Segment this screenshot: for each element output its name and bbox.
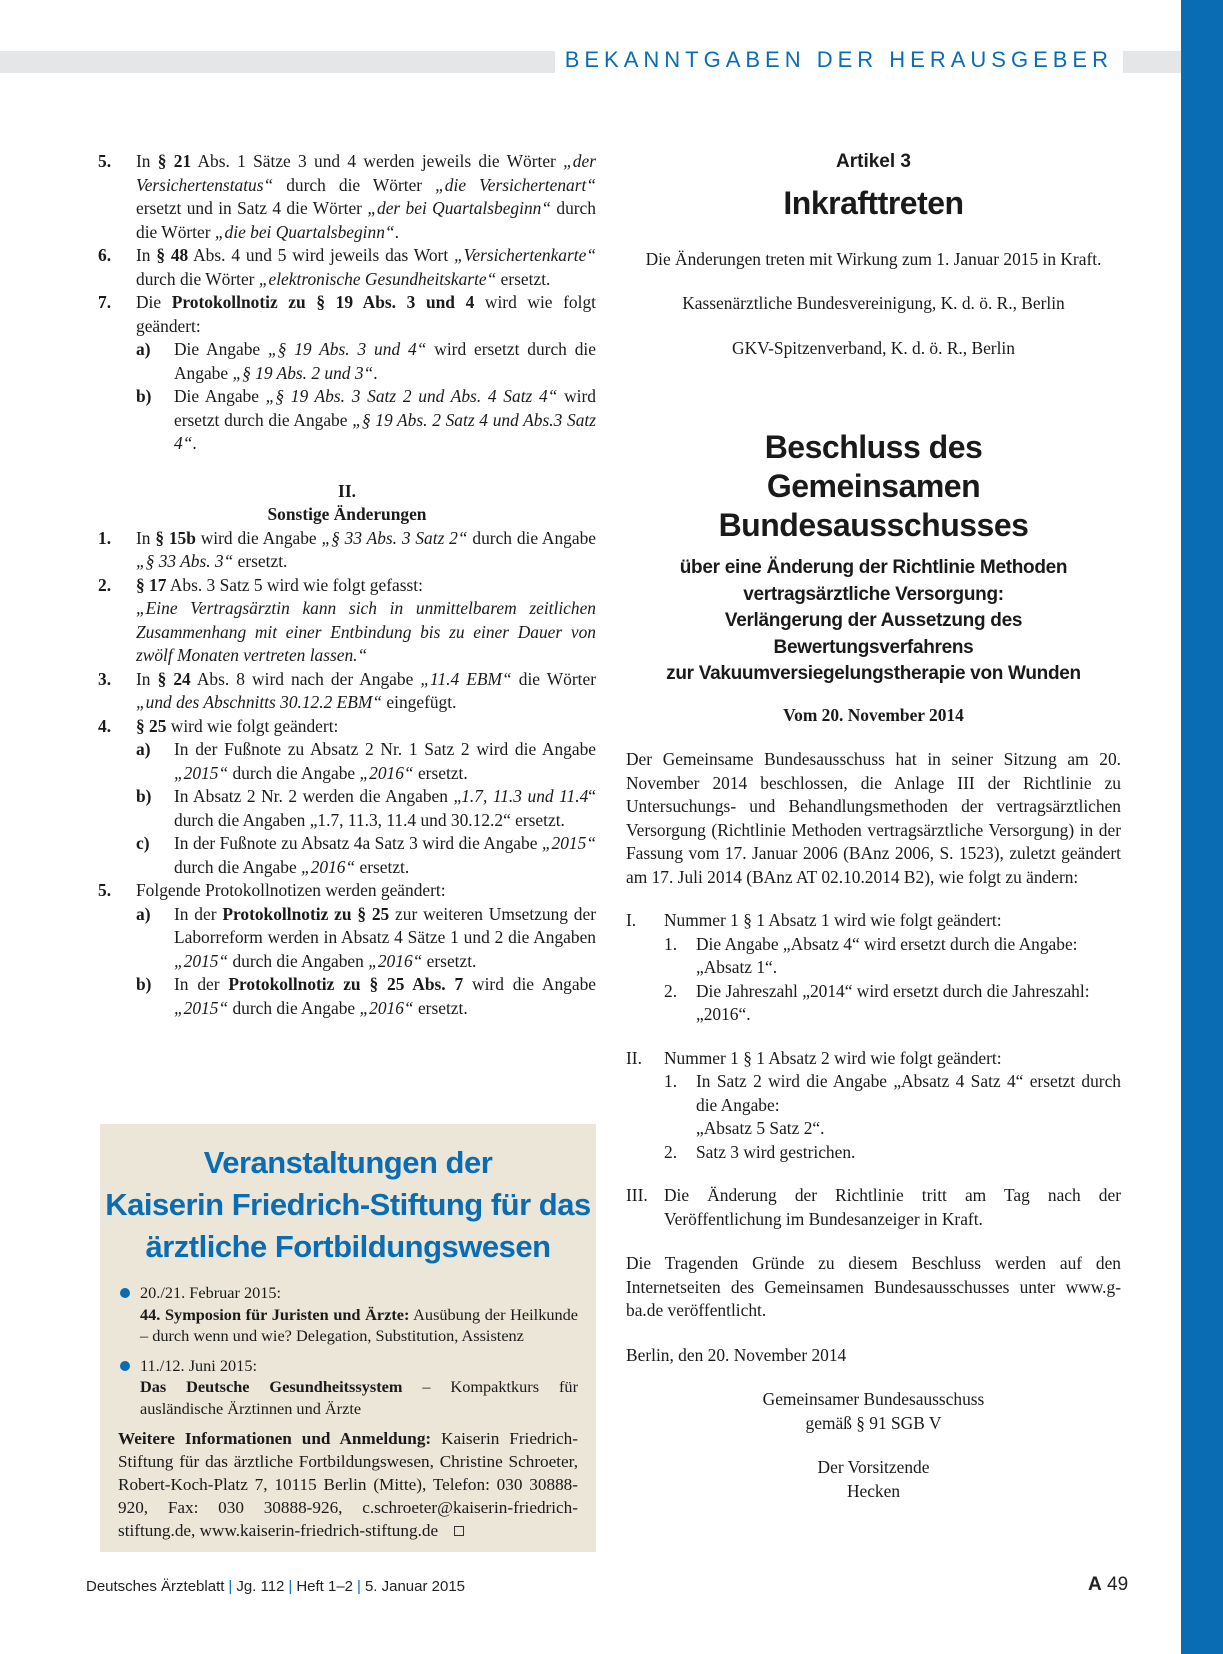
resolution-sub-label: 1.: [664, 1071, 678, 1091]
resolution-item-body: [664, 1047, 1121, 1165]
footer-issue: Heft 1–2: [296, 1578, 354, 1595]
item-paragraph: In § 21 Abs. 1 Sätze 3 und 4 werden jeweils die Wörter „der Versichertenstatus“ durch die Wörter „die Versichertenart“ ersetzt und in Satz 4 die Wörter „der bei Quartalsbeginn“ durch die Wörter „die bei Quartalsbeginn“.: [136, 151, 596, 242]
list-item: [98, 527, 596, 574]
section-number: II.: [338, 480, 356, 501]
item-number: 3.: [98, 668, 112, 689]
sub-item: [136, 832, 596, 879]
resolution-item-text: Nummer 1 § 1 Absatz 2 wird wie folgt geändert:: [664, 1047, 1002, 1068]
item-text: [136, 879, 596, 1020]
item-text: [136, 574, 596, 668]
resolution-item-text: Nummer 1 § 1 Absatz 1 wird wie folgt geändert:: [664, 910, 1002, 930]
item-paragraph: In § 15b wird die Angabe „§ 33 Abs. 3 Satz 2“ durch die Angabe „§ 33 Abs. 3“ ersetzt.: [136, 527, 597, 571]
resolution-title-line: Gemeinsamen Bundesausschusses: [718, 468, 1029, 543]
resolution-item: [626, 1047, 1121, 1165]
amendment-list-2: [98, 527, 596, 1021]
resolution-item-number: III.: [626, 1185, 648, 1205]
resolution-title-line: Beschluss des: [764, 429, 983, 465]
events-box-title: [100, 1142, 596, 1268]
event-item: [118, 1282, 578, 1347]
signature-org: [626, 1388, 1121, 1435]
bullet-icon: [120, 1288, 130, 1298]
sub-item-label: b): [136, 386, 152, 406]
item-text: [136, 150, 596, 244]
item-number: 4.: [98, 715, 112, 736]
item-paragraph: In § 48 Abs. 4 und 5 wird jeweils das Wort „Versichertenkarte“ durch die Wörter „elektronische Gesundheitskarte“ ersetzt.: [136, 245, 596, 289]
left-column: [98, 150, 596, 1020]
sub-item-text: In der Fußnote zu Absatz 2 Nr. 1 Satz 2 wird die Angabe „2015“ durch die Angabe „2016“ ersetzt.: [174, 739, 596, 783]
amendment-list-1: [98, 150, 596, 456]
section-heading: [98, 480, 596, 527]
list-item: [98, 879, 596, 1020]
page-prefix: A: [1088, 1574, 1102, 1595]
list-item: [98, 291, 596, 456]
list-item: [98, 668, 596, 715]
item-text: [136, 527, 596, 574]
footer-journal: Deutsches Ärzteblatt: [86, 1578, 225, 1595]
resolution-date: Vom 20. November 2014: [783, 704, 964, 725]
sub-item-label: a): [136, 339, 151, 359]
signature-role: Der Vorsitzende: [817, 1457, 930, 1477]
resolution-item-body: [664, 1184, 1121, 1231]
resolution-sub-text: In Satz 2 wird die Angabe „Absatz 4 Satz 4“ ersetzt durch die Angabe: „Absatz 5 Satz 2“.: [696, 1071, 1121, 1138]
item-paragraph: Die Protokollnotiz zu § 19 Abs. 3 und 4 wird wie folgt geändert:: [136, 292, 596, 336]
item-paragraph: § 17 Abs. 3 Satz 5 wird wie folgt gefasst: „Eine Vertragsärztin kann sich in unmittelbarem zeitlichen Zusammenhang mit einer Entbindung bis zu einer Dauer von zwölf Monaten vertreten lassen.“: [136, 574, 596, 665]
list-item: [98, 715, 596, 880]
item-paragraph: § 25 wird wie folgt geändert:: [136, 715, 339, 736]
side-color-bar: [1181, 0, 1223, 1654]
events-title-line: Veranstaltungen der: [203, 1145, 493, 1180]
end-square-icon: [454, 1526, 464, 1536]
events-title-line: ärztliche Fortbildungswesen: [145, 1229, 551, 1264]
right-column: [626, 150, 1121, 1503]
item-number: 5.: [98, 880, 112, 900]
signatory-kbv: Kassenärztliche Bundesvereinigung, K. d. ö. R., Berlin: [682, 293, 1065, 313]
item-text: [136, 291, 596, 456]
page-footer: Deutsches Ärzteblatt | Jg. 112 | Heft 1–2 | 5. Januar 2015: [86, 1578, 466, 1595]
resolution-subtitle-line: zur Vakuumversiegelungstherapie von Wunden: [666, 663, 1081, 684]
reasons-text: Die Tragenden Gründe zu diesem Beschluss werden auf den Internetseiten des Gemeinsamen Bundesausschusses unter www.g-ba.de veröffentlicht.: [626, 1253, 1121, 1320]
events-box: [100, 1124, 596, 1552]
events-box-body: [100, 1282, 596, 1542]
sub-item-text: In der Protokollnotiz zu § 25 Abs. 7 wird die Angabe „2015“ durch die Angabe „2016“ ersetzt.: [174, 974, 596, 1018]
resolution-subtitle-line: vertragsärztliche Versorgung:: [743, 583, 1004, 605]
place-date: Berlin, den 20. November 2014: [626, 1344, 847, 1365]
event-text: 20./21. Februar 2015: 44. Symposion für Juristen und Ärzte: Ausübung der Heilkunde – durch wenn und wie? Delegation, Substitution, Assistenz: [140, 1283, 578, 1345]
item-text: [136, 715, 596, 880]
event-text: 11./12. Juni 2015: Das Deutsche Gesundheitssystem – Kompaktkurs für ausländische Ärztinnen und Ärzte: [140, 1355, 578, 1418]
resolution-subtitle-line: Verlängerung der Aussetzung des Bewertungsverfahrens: [724, 610, 1023, 658]
resolution-sub-item: [664, 980, 1121, 1027]
footer-date: 5. Januar 2015: [364, 1578, 466, 1595]
signatory-gkv: GKV-Spitzenverband, K. d. ö. R., Berlin: [732, 337, 1015, 358]
sub-item-label: b): [136, 786, 152, 806]
item-paragraph: Folgende Protokollnotizen werden geändert:: [136, 880, 446, 900]
signature-org-legal: gemäß § 91 SGB V: [805, 1412, 942, 1433]
footer-volume: Jg. 112: [236, 1578, 285, 1595]
section-header-title: BEKANNTGABEN DER HERAUSGEBER: [555, 44, 1123, 76]
event-item: [118, 1355, 578, 1420]
sub-item: [136, 385, 596, 456]
item-text: [136, 668, 596, 715]
sub-item-text: In der Fußnote zu Absatz 4a Satz 3 wird die Angabe „2015“ durch die Angabe „2016“ ersetzt.: [174, 833, 596, 877]
resolution-sub-item: [664, 1141, 1121, 1165]
page-number-value: 49: [1107, 1574, 1129, 1595]
list-item: [98, 574, 596, 668]
inkraft-text: Die Änderungen treten mit Wirkung zum 1. Januar 2015 in Kraft.: [645, 248, 1102, 269]
resolution-items: [626, 909, 1121, 1231]
resolution-sub-text: Die Jahreszahl „2014“ wird ersetzt durch die Jahreszahl: „2016“.: [696, 980, 1090, 1024]
signature-org-name: Gemeinsamer Bundesausschuss: [762, 1389, 985, 1409]
resolution-item: [626, 909, 1121, 1027]
sub-item-text: Die Angabe „§ 19 Abs. 3 Satz 2 und Abs. 4 Satz 4“ wird ersetzt durch die Angabe „§ 19 Abs. 2 Satz 4 und Abs.3 Satz 4“.: [174, 386, 597, 453]
resolution-item-body: [664, 909, 1121, 1027]
resolution-sub-text: Satz 3 wird gestrichen.: [696, 1141, 856, 1162]
resolution-subtitle-line: über eine Änderung der Richtlinie Methoden: [679, 557, 1068, 578]
item-number: 1.: [98, 527, 112, 548]
section-title: Sonstige Änderungen: [267, 504, 427, 524]
signature-person: [626, 1456, 1121, 1503]
sub-item-label: c): [136, 833, 150, 853]
sub-item-label: a): [136, 739, 151, 759]
resolution-title: [626, 428, 1121, 545]
item-number: 7.: [98, 292, 112, 312]
list-item: [98, 150, 596, 244]
sub-item-text: Die Angabe „§ 19 Abs. 3 und 4“ wird ersetzt durch die Angabe „§ 19 Abs. 2 und 3“.: [174, 339, 596, 383]
event-list: [118, 1282, 578, 1419]
item-text: [136, 244, 596, 291]
resolution-sub-label: 2.: [664, 980, 678, 1001]
bullet-icon: [120, 1361, 130, 1371]
signature-name: Hecken: [846, 1480, 901, 1501]
resolution-sub-item: [664, 933, 1121, 980]
resolution-intro: Der Gemeinsame Bundesausschuss hat in seiner Sitzung am 20. November 2014 beschlossen, die Anlage III der Richtlinie zu Untersuchungs- und Behandlungsmethoden der vertragsärztlichen Versorgung (Richtlinie Methoden vertragsärztliche Versorgung) in der Fassung vom 17. Januar 2006 (BAnz 2006, S. 1523), zuletzt geändert am 17. Juli 2014 (BAnz AT 02.10.2014 B2), wie folgt zu ändern:: [626, 749, 1121, 887]
sub-item: [136, 338, 596, 385]
sub-item-label: b): [136, 974, 152, 994]
item-number: 5.: [98, 151, 112, 171]
list-item: [98, 244, 596, 291]
resolution-sub-label: 1.: [664, 933, 678, 954]
resolution-item-text: Die Änderung der Richtlinie tritt am Tag nach der Veröffentlichung im Bundesanzeiger in Kraft.: [664, 1185, 1121, 1229]
article-title: Inkrafttreten: [783, 184, 964, 221]
contact-text: Weitere Informationen und Anmeldung: Kaiserin Friedrich-Stiftung für das ärztliche Fortbildungswesen, Christine Schroeter, Robert-Koch-Platz 7, 10115 Berlin (Mitte), Telefon: 030 30888-920, Fax: 030 30888-926, c.schroeter@kaiserin-friedrich-stiftung.de, www.kaiserin-friedrich-stiftung.de: [118, 1429, 578, 1540]
sub-item-text: In der Protokollnotiz zu § 25 zur weiteren Umsetzung der Laborreform werden in Absatz 4 Sätze 1 und 2 die Angaben „2015“ durch die Angaben „2016“ ersetzt.: [174, 903, 596, 971]
resolution-item-number: II.: [626, 1047, 642, 1068]
resolution-sub-text: Die Angabe „Absatz 4“ wird ersetzt durch die Angabe: „Absatz 1“.: [696, 933, 1078, 977]
item-number: 2.: [98, 574, 112, 595]
sub-item: [136, 738, 596, 785]
sub-item: [136, 785, 596, 832]
sub-item: [136, 973, 596, 1020]
events-title-line: Kaiserin Friedrich-Stiftung für das: [105, 1187, 591, 1222]
resolution-item-number: I.: [626, 910, 637, 930]
page-number: [1088, 1574, 1128, 1596]
sub-item-text: In Absatz 2 Nr. 2 werden die Angaben „1.7, 11.3 und 11.4“ durch die Angaben „1.7, 11.3, 11.4 und 30.12.2“ ersetzt.: [174, 786, 596, 830]
sub-item: [136, 903, 596, 974]
item-number: 6.: [98, 245, 112, 265]
resolution-sub-item: [664, 1070, 1121, 1141]
article-label: Artikel 3: [836, 151, 911, 172]
resolution-item: [626, 1184, 1121, 1231]
resolution-sub-label: 2.: [664, 1141, 678, 1162]
events-contact-info: [118, 1427, 578, 1542]
item-paragraph: In § 24 Abs. 8 wird nach der Angabe „11.4 EBM“ die Wörter „und des Abschnitts 30.12.2 EBM“ eingefügt.: [136, 668, 596, 712]
sub-item-label: a): [136, 903, 151, 924]
resolution-subtitle: [626, 555, 1121, 688]
